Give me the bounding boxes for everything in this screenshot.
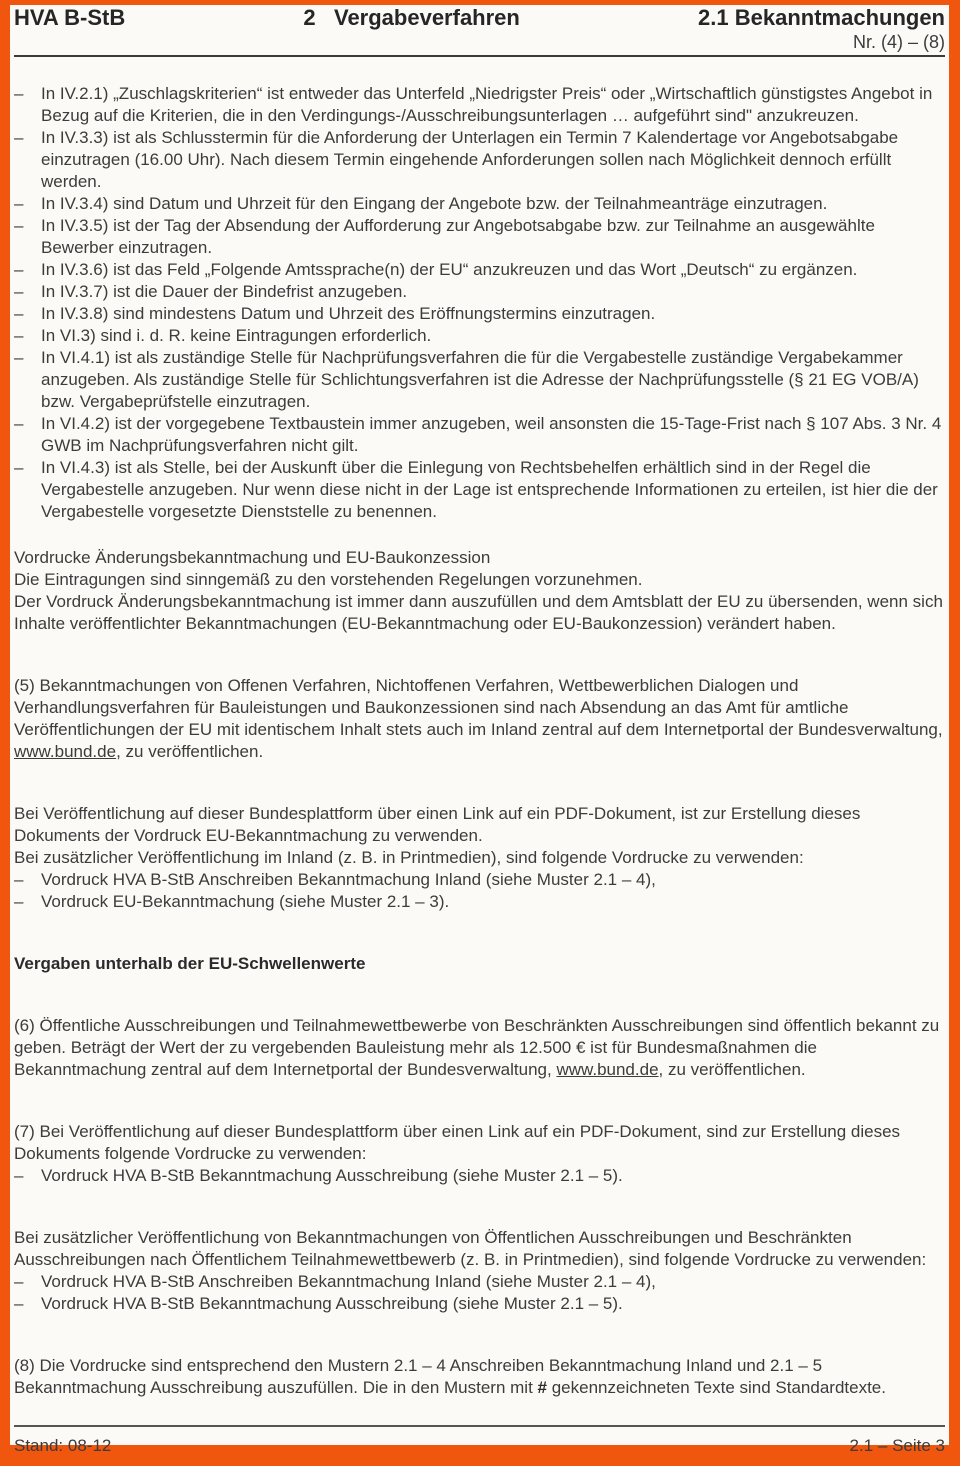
list-item [14,891,945,913]
list-item-text: In VI.4.2) ist der vorgegebene Textbaustein immer anzugeben, weil ansonsten die 15-Tage-Frist nach § 107 Abs. 3 Nr. 4 GWB im Nachprüfungsverfahren nicht gilt. [41,414,942,455]
list-item-text: Vordruck HVA B-StB Bekanntmachung Ausschreibung (siehe Muster 2.1 – 5). [41,1166,623,1185]
list-item-text: In VI.4.3) ist als Stelle, bei der Auskunft über die Einlegung von Rechtsbehelfen erhältlich sind in der Regel die Vergabestelle anzugeben. Nur wenn diese nicht in der Lage ist entsprechende Informationen zu erteilen, ist hier die der Vergabestelle vorgesetzte Dienststelle zu benennen. [41,458,938,521]
list-item [14,303,945,325]
vordruck-list [14,1271,945,1315]
paragraph: Der Vordruck Änderungsbekanntmachung ist immer dann auszufüllen und dem Amtsblatt der EU zu übersenden, wenn sich Inhalte veröffentlichter Bekanntmachungen (EU-Bekanntmachung oder EU-Baukonzession) verändert haben. [14,592,943,633]
list-item-text: In IV.3.4) sind Datum und Uhrzeit für den Eingang der Angebote bzw. der Teilnahmeanträge einzutragen. [41,194,828,213]
subsection-heading: Vergaben unterhalb der EU-Schwellenwerte [14,954,366,973]
dash-bullet: – [14,1166,24,1185]
list-item-text: In IV.3.6) ist das Feld „Folgende Amtssprache(n) der EU“ anzukreuzen und das Wort „Deutsch“ zu ergänzen. [41,260,858,279]
list-item [14,127,945,193]
zusatz-publication-block [14,1227,945,1315]
hash-marker: # [537,1378,547,1397]
list-item-text: Vordruck EU-Bekanntmachung (siehe Muster 2.1 – 3). [41,892,450,911]
page-header [14,5,945,31]
vordruck-list [14,869,945,913]
dash-bullet: – [14,128,24,147]
list-item [14,83,945,127]
footer-rule [14,1425,945,1427]
page-footer [14,1425,945,1457]
document-body [14,83,945,1399]
bund-de-link[interactable]: www.bund.de [14,742,117,761]
list-item [14,457,945,523]
list-item-text: In VI.3) sind i. d. R. keine Eintragungen erforderlich. [41,326,432,345]
list-item [14,281,945,303]
vordruck-list [14,1165,945,1187]
list-item [14,1293,945,1315]
footer-page-number: 2.1 – Seite 3 [849,1436,945,1455]
paragraph-8 [14,1355,945,1399]
vordrucke-block [14,547,945,635]
list-item [14,215,945,259]
list-item-text: Vordruck HVA B-StB Bekanntmachung Ausschreibung (siehe Muster 2.1 – 5). [41,1294,623,1313]
paragraph: Bei Veröffentlichung auf dieser Bundesplattform über einen Link auf ein PDF-Dokument, ist zur Erstellung dieses Dokuments der Vordruck EU-Bekanntmachung zu verwenden. [14,804,861,845]
vordrucke-block-title: Vordrucke Änderungsbekanntmachung und EU-Baukonzession [14,548,491,567]
dash-bullet: – [14,458,24,477]
chapter-title: 2 Vergabeverfahren [303,5,520,30]
paragraph-text: , zu veröffentlichen. [116,742,264,761]
paragraph-7-block [14,1121,945,1187]
dash-bullet: – [14,282,24,301]
pdf-publication-block [14,803,945,913]
dash-bullet: – [14,892,24,911]
dash-bullet: – [14,194,24,213]
list-item [14,259,945,281]
list-item-text: In IV.3.3) ist als Schlusstermin für die Anforderung der Unterlagen ein Termin 7 Kalendertage vor Angebotsabgabe einzutragen (16.00 Uhr). Nach diesem Termin eingehende Anforderungen sollen nach Möglichkeit dennoch erfüllt werden. [41,128,899,191]
paragraph-text: gekennzeichneten Texte sind Standardtexte. [547,1378,886,1397]
list-item-text: In VI.4.1) ist als zuständige Stelle für Nachprüfungsverfahren die für die Vergabestelle zuständige Vergabekammer anzugeben. Als zuständige Stelle für Schlichtungsverfahren ist die Adresse der Nachprüfungsstelle (§ 21 EG VOB/A) bzw. Vergabeprüfstelle einzutragen. [41,348,919,411]
list-item [14,869,945,891]
list-item-text: In IV.3.5) ist der Tag der Absendung der Aufforderung zur Angebotsabgabe bzw. zur Teilnahme an ausgewählte Bewerber einzutragen. [41,216,875,257]
paper-sheet [10,5,949,1455]
list-item [14,413,945,457]
number-range: Nr. (4) – (8) [852,32,945,52]
instructions-list [14,83,945,523]
list-item-text: In IV.2.1) „Zuschlagskriterien“ ist entweder das Unterfeld „Niedrigster Preis“ oder „Wirtschaftlich günstigstes Angebot in Bezug auf die Kriterien, die in den Verdingungs-/Ausschreibungsunterlagen … aufgeführt sind" anzukreuzen. [41,84,933,125]
paragraph-text: , zu veröffentlichen. [658,1060,806,1079]
list-item [14,347,945,413]
list-item [14,193,945,215]
list-item-text: In IV.3.7) ist die Dauer der Bindefrist anzugeben. [41,282,408,301]
section-title: 2.1 Bekanntmachungen [698,5,945,30]
dash-bullet: – [14,216,24,235]
paragraph-text: (5) Bekanntmachungen von Offenen Verfahren, Nichtoffenen Verfahren, Wettbewerblichen Dialogen und Verhandlungsverfahren für Bauleistungen und Baukonzessionen sind nach Absendung an das Amt für amtliche Veröffentlichungen der EU mit identischem Inhalt stets auch im Inland zentral auf dem Internetportal der Bundesverwaltung, [14,676,943,739]
paragraph: Die Eintragungen sind sinngemäß zu den vorstehenden Regelungen vorzunehmen. [14,570,643,589]
dash-bullet: – [14,1272,24,1291]
dash-bullet: – [14,326,24,345]
dash-bullet: – [14,304,24,323]
dash-bullet: – [14,414,24,433]
paragraph: Bei zusätzlicher Veröffentlichung von Bekanntmachungen von Öffentlichen Ausschreibungen und Beschränkten Ausschreibungen nach Öffentlichem Teilnahmewettbewerb (z. B. in Printmedien), sind folgende Vordrucke zu verwenden: [14,1228,927,1269]
paragraph: Bei zusätzlicher Veröffentlichung im Inland (z. B. in Printmedien), sind folgende Vordrucke zu verwenden: [14,848,804,867]
dash-bullet: – [14,84,24,103]
list-item [14,1165,945,1187]
dash-bullet: – [14,348,24,367]
header-rule [14,55,945,57]
doc-title: HVA B-StB [14,5,126,30]
paragraph: (7) Bei Veröffentlichung auf dieser Bundesplattform über einen Link auf ein PDF-Dokument, sind zur Erstellung dieses Dokuments folgende Vordrucke zu verwenden: [14,1122,901,1163]
paragraph-text: (8) Die Vordrucke sind entsprechend den Mustern 2.1 – 4 Anschreiben Bekanntmachung Inland und 2.1 – 5 Bekanntmachung Ausschreibung auszufüllen. Die in den Mustern mit [14,1356,823,1397]
list-item [14,325,945,347]
dash-bullet: – [14,260,24,279]
dash-bullet: – [14,1294,24,1313]
footer-stand: Stand: 08-12 [14,1436,112,1455]
paragraph-5 [14,675,945,763]
bund-de-link[interactable]: www.bund.de [556,1060,659,1079]
list-item [14,1271,945,1293]
list-item-text: In IV.3.8) sind mindestens Datum und Uhrzeit des Eröffnungstermins einzutragen. [41,304,656,323]
paragraph-text: (6) Öffentliche Ausschreibungen und Teilnahmewettbewerbe von Beschränkten Ausschreibungen sind öffentlich bekannt zu geben. Beträgt der Wert der zu vergebenden Bauleistung mehr als 12.500 € ist für Bundesmaßnahmen die Bekanntmachung zentral auf dem Internetportal der Bundesverwaltung, [14,1016,940,1079]
paragraph-6 [14,1015,945,1081]
dash-bullet: – [14,870,24,889]
list-item-text: Vordruck HVA B-StB Anschreiben Bekanntmachung Inland (siehe Muster 2.1 – 4), [41,870,656,889]
list-item-text: Vordruck HVA B-StB Anschreiben Bekanntmachung Inland (siehe Muster 2.1 – 4), [41,1272,656,1291]
